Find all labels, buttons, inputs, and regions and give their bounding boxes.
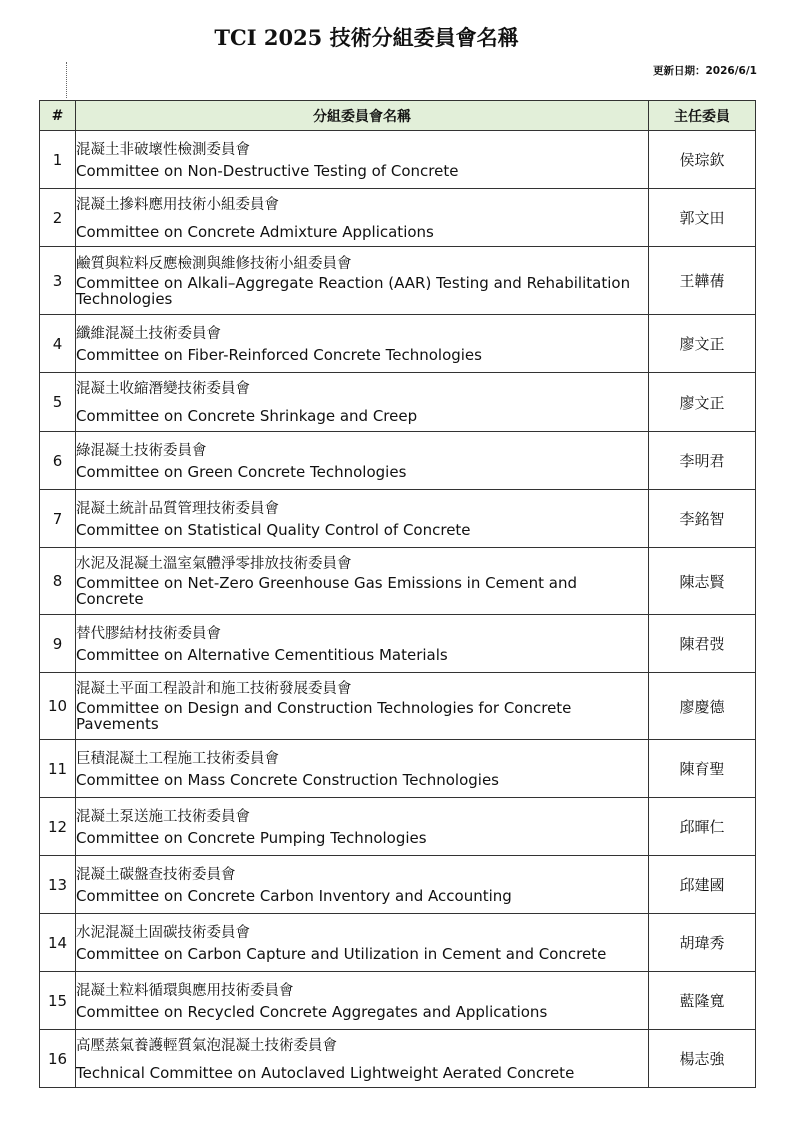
chair-name: 廖慶德 — [649, 673, 756, 740]
chair-name: 邱建國 — [649, 856, 756, 914]
table-row — [40, 131, 756, 189]
table-row — [40, 490, 756, 548]
row-number: 15 — [40, 972, 76, 1030]
row-number: 13 — [40, 856, 76, 914]
committee-name-en: Committee on Fiber-Reinforced Concrete Technologies — [76, 345, 482, 364]
margin-mark — [66, 62, 67, 98]
table-row — [40, 914, 756, 972]
committee-name-en: Committee on Carbon Capture and Utilization in Cement and Concrete — [76, 944, 607, 963]
committee-name-cell — [76, 673, 649, 740]
committee-name-zh: 替代膠結材技術委員會 — [76, 625, 221, 642]
committee-name-cell — [76, 914, 649, 972]
committee-name-en: Committee on Non-Destructive Testing of Concrete — [76, 161, 459, 180]
committee-name-en: Committee on Alkali–Aggregate Reaction (AAR) Testing and Rehabilitation Technologies — [76, 273, 631, 308]
committee-name-zh: 水泥及混凝土溫室氣體淨零排放技術委員會 — [76, 556, 352, 572]
table-row — [40, 548, 756, 615]
committee-name-en: Committee on Concrete Shrinkage and Creep — [76, 407, 418, 425]
row-number: 8 — [40, 548, 76, 615]
committee-name-cell — [76, 247, 649, 315]
committee-name-en: Committee on Green Concrete Technologies — [76, 462, 407, 481]
chair-name: 李明君 — [649, 432, 756, 490]
chair-name: 邱暉仁 — [649, 798, 756, 856]
table-row — [40, 1030, 756, 1088]
committee-name-en: Committee on Statistical Quality Control of Concrete — [76, 520, 471, 539]
chair-name: 陳育聖 — [649, 740, 756, 798]
committee-name-cell — [76, 740, 649, 798]
chair-name: 廖文正 — [649, 315, 756, 373]
committee-name-en: Committee on Recycled Concrete Aggregates and Applications — [76, 1002, 548, 1021]
row-number: 2 — [40, 189, 76, 247]
committee-name-cell — [76, 856, 649, 914]
committee-name-cell — [76, 373, 649, 432]
table-row — [40, 740, 756, 798]
committee-name-zh: 混凝土收縮潛變技術委員會 — [76, 381, 250, 397]
committee-name-cell — [76, 432, 649, 490]
chair-name: 王韡蒨 — [649, 247, 756, 315]
committee-name-cell — [76, 490, 649, 548]
committee-name-zh: 混凝土泵送施工技術委員會 — [76, 808, 250, 825]
committee-name-cell — [76, 615, 649, 673]
committee-name-zh: 高壓蒸氣養護輕質氣泡混凝土技術委員會 — [76, 1037, 337, 1054]
committee-name-cell — [76, 1030, 649, 1088]
row-number: 9 — [40, 615, 76, 673]
committee-name-cell — [76, 189, 649, 247]
header-chair: 主任委員 — [649, 101, 756, 131]
row-number: 14 — [40, 914, 76, 972]
committee-name-cell — [76, 131, 649, 189]
chair-name: 廖文正 — [649, 373, 756, 432]
row-number: 11 — [40, 740, 76, 798]
chair-name: 胡瑋秀 — [649, 914, 756, 972]
row-number: 5 — [40, 373, 76, 432]
committee-name-cell — [76, 315, 649, 373]
chair-name: 陳君弢 — [649, 615, 756, 673]
row-number: 16 — [40, 1030, 76, 1088]
row-number: 6 — [40, 432, 76, 490]
row-number: 3 — [40, 247, 76, 315]
committee-name-zh: 水泥混凝土固碳技術委員會 — [76, 924, 250, 941]
committee-name-en: Committee on Mass Concrete Construction Technologies — [76, 770, 499, 789]
chair-name: 侯琮欽 — [649, 131, 756, 189]
committee-name-cell — [76, 972, 649, 1030]
table-row — [40, 315, 756, 373]
committee-name-en: Committee on Concrete Carbon Inventory and Accounting — [76, 886, 512, 905]
table-row — [40, 798, 756, 856]
committee-name-zh: 纖維混凝土技術委員會 — [76, 325, 221, 342]
table-row — [40, 673, 756, 740]
table-row — [40, 247, 756, 315]
committee-name-cell — [76, 798, 649, 856]
row-number: 7 — [40, 490, 76, 548]
table-row — [40, 189, 756, 247]
committee-name-en: Committee on Concrete Pumping Technologies — [76, 828, 427, 847]
committee-name-zh: 混凝土非破壞性檢測委員會 — [76, 141, 250, 158]
committee-name-zh: 混凝土統計品質管理技術委員會 — [76, 500, 279, 517]
table-row — [40, 615, 756, 673]
committee-name-en: Committee on Concrete Admixture Applications — [76, 222, 434, 241]
row-number: 12 — [40, 798, 76, 856]
row-number: 1 — [40, 131, 76, 189]
committee-name-en: Committee on Alternative Cementitious Materials — [76, 645, 448, 664]
committee-name-zh: 混凝土粒料循環與應用技術委員會 — [76, 982, 294, 999]
committee-name-zh: 混凝土平面工程設計和施工技術發展委員會 — [76, 681, 352, 697]
chair-name: 楊志強 — [649, 1030, 756, 1088]
chair-name: 陳志賢 — [649, 548, 756, 615]
committee-name-zh: 綠混凝土技術委員會 — [76, 442, 207, 459]
chair-name: 郭文田 — [649, 189, 756, 247]
table-row — [40, 972, 756, 1030]
table-row — [40, 373, 756, 432]
committee-name-en: Committee on Design and Construction Technologies for Concrete Pavements — [76, 699, 572, 733]
update-date: 更新日期：2026/6/1 — [652, 65, 757, 77]
chair-name: 李銘智 — [649, 490, 756, 548]
row-number: 4 — [40, 315, 76, 373]
committee-name-zh: 巨積混凝土工程施工技術委員會 — [76, 750, 279, 767]
table-row — [40, 856, 756, 914]
committee-name-en: Technical Committee on Autoclaved Lightweight Aerated Concrete — [76, 1063, 575, 1082]
committee-name-zh: 鹼質與粒料反應檢測與維修技術小組委員會 — [76, 255, 352, 272]
committee-name-zh: 混凝土碳盤查技術委員會 — [76, 866, 236, 883]
table-row — [40, 432, 756, 490]
page-title: TCI 2025 技術分組委員會名稱 — [214, 25, 519, 50]
committee-table — [39, 100, 756, 1088]
header-num: # — [40, 101, 76, 131]
chair-name: 藍隆寬 — [649, 972, 756, 1030]
header-name: 分組委員會名稱 — [76, 101, 649, 131]
table-header-row — [40, 101, 756, 131]
row-number: 10 — [40, 673, 76, 740]
committee-name-cell — [76, 548, 649, 615]
committee-name-en: Committee on Net-Zero Greenhouse Gas Emissions in Cement and Concrete — [76, 574, 578, 608]
committee-name-zh: 混凝土摻料應用技術小組委員會 — [76, 196, 279, 213]
